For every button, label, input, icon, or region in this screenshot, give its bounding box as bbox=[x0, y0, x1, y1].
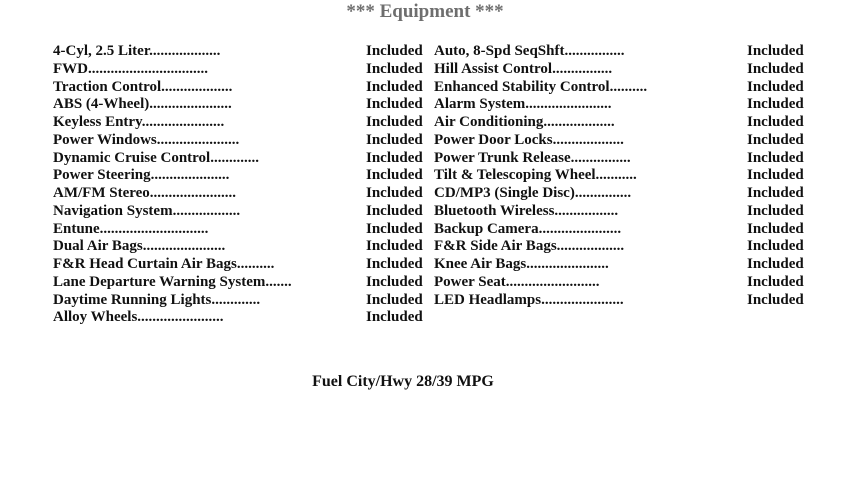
equipment-list-left bbox=[53, 43, 425, 327]
equipment-name: Knee Air Bags...................... bbox=[434, 256, 609, 272]
equipment-value: Included bbox=[747, 131, 804, 148]
equipment-name: Enhanced Stability Control.......... bbox=[434, 78, 648, 95]
equipment-value: Included bbox=[366, 238, 423, 255]
equipment-row bbox=[434, 61, 806, 79]
equipment-heading: *** Equipment *** bbox=[346, 1, 504, 22]
equipment-row bbox=[53, 132, 425, 150]
equipment-value: Included bbox=[366, 96, 423, 113]
equipment-value: Included bbox=[747, 238, 804, 255]
equipment-value: Included bbox=[366, 256, 423, 272]
equipment-row bbox=[434, 238, 806, 256]
equipment-name: Navigation System.................. bbox=[53, 202, 241, 219]
equipment-row bbox=[434, 221, 806, 239]
equipment-name: CD/MP3 (Single Disc)............... bbox=[434, 185, 632, 201]
equipment-value: Included bbox=[747, 185, 804, 201]
equipment-name: Power Trunk Release................ bbox=[434, 149, 631, 166]
equipment-row bbox=[434, 114, 806, 132]
equipment-list-right bbox=[434, 43, 806, 309]
equipment-name: Alarm System....................... bbox=[434, 96, 612, 113]
equipment-row bbox=[53, 61, 425, 79]
equipment-name: Lane Departure Warning System....... bbox=[53, 273, 292, 290]
equipment-value: Included bbox=[366, 43, 423, 59]
equipment-name: F&R Head Curtain Air Bags.......... bbox=[53, 256, 275, 272]
equipment-name: 4-Cyl, 2.5 Liter................... bbox=[53, 43, 221, 59]
equipment-name: FWD................................ bbox=[53, 60, 208, 77]
equipment-value: Included bbox=[366, 220, 423, 237]
equipment-value: Included bbox=[747, 220, 804, 237]
equipment-row bbox=[53, 114, 425, 132]
equipment-row bbox=[53, 274, 425, 292]
equipment-name: Power Seat......................... bbox=[434, 273, 600, 290]
equipment-row bbox=[434, 96, 806, 114]
equipment-row bbox=[53, 185, 425, 203]
equipment-value: Included bbox=[366, 78, 423, 95]
equipment-value: Included bbox=[747, 114, 804, 130]
equipment-name: Entune............................. bbox=[53, 220, 209, 237]
equipment-name: Daytime Running Lights............. bbox=[53, 291, 261, 308]
equipment-row bbox=[53, 150, 425, 168]
equipment-name: Bluetooth Wireless................. bbox=[434, 202, 619, 219]
equipment-value: Included bbox=[366, 202, 423, 219]
equipment-row bbox=[53, 79, 425, 97]
equipment-value: Included bbox=[366, 309, 423, 326]
equipment-value: Included bbox=[747, 167, 804, 184]
equipment-name: Tilt & Telescoping Wheel........... bbox=[434, 167, 637, 184]
equipment-name: F&R Side Air Bags.................. bbox=[434, 238, 625, 255]
equipment-value: Included bbox=[747, 256, 804, 272]
equipment-name: Auto, 8-Spd SeqShft................ bbox=[434, 43, 625, 59]
equipment-name: Hill Assist Control................ bbox=[434, 60, 613, 77]
equipment-value: Included bbox=[747, 96, 804, 113]
equipment-row bbox=[434, 79, 806, 97]
equipment-value: Included bbox=[747, 291, 804, 308]
equipment-value: Included bbox=[366, 131, 423, 148]
equipment-row bbox=[53, 256, 425, 274]
equipment-value: Included bbox=[747, 149, 804, 166]
equipment-name: Power Steering..................... bbox=[53, 167, 230, 184]
equipment-row bbox=[53, 309, 425, 327]
equipment-row bbox=[53, 167, 425, 185]
equipment-name: Power Windows...................... bbox=[53, 131, 240, 148]
equipment-row bbox=[53, 96, 425, 114]
equipment-row bbox=[53, 221, 425, 239]
equipment-value: Included bbox=[747, 273, 804, 290]
equipment-name: Alloy Wheels....................... bbox=[53, 309, 224, 326]
equipment-row bbox=[53, 292, 425, 310]
equipment-row bbox=[434, 203, 806, 221]
fuel-economy: Fuel City/Hwy 28/39 MPG bbox=[312, 373, 494, 390]
equipment-value: Included bbox=[366, 273, 423, 290]
equipment-value: Included bbox=[747, 43, 804, 59]
equipment-name: Power Door Locks................... bbox=[434, 131, 624, 148]
equipment-name: Backup Camera...................... bbox=[434, 220, 622, 237]
equipment-row bbox=[434, 150, 806, 168]
equipment-value: Included bbox=[366, 114, 423, 130]
equipment-row bbox=[53, 203, 425, 221]
equipment-value: Included bbox=[366, 167, 423, 184]
equipment-row bbox=[434, 43, 806, 61]
equipment-row bbox=[434, 167, 806, 185]
equipment-name: Dual Air Bags...................... bbox=[53, 238, 226, 255]
equipment-value: Included bbox=[747, 202, 804, 219]
equipment-row bbox=[434, 274, 806, 292]
equipment-name: AM/FM Stereo....................... bbox=[53, 185, 237, 201]
equipment-row bbox=[434, 256, 806, 274]
equipment-name: Keyless Entry...................... bbox=[53, 114, 225, 130]
equipment-row bbox=[434, 185, 806, 203]
equipment-row bbox=[53, 238, 425, 256]
equipment-value: Included bbox=[366, 60, 423, 77]
equipment-name: ABS (4-Wheel)...................... bbox=[53, 96, 232, 113]
equipment-name: Traction Control................... bbox=[53, 78, 233, 95]
equipment-name: Dynamic Cruise Control............. bbox=[53, 149, 259, 166]
equipment-row bbox=[53, 43, 425, 61]
equipment-value: Included bbox=[747, 78, 804, 95]
equipment-row bbox=[434, 292, 806, 310]
equipment-value: Included bbox=[747, 60, 804, 77]
equipment-value: Included bbox=[366, 185, 423, 201]
equipment-value: Included bbox=[366, 291, 423, 308]
equipment-name: LED Headlamps...................... bbox=[434, 291, 624, 308]
equipment-row bbox=[434, 132, 806, 150]
equipment-value: Included bbox=[366, 149, 423, 166]
equipment-name: Air Conditioning................... bbox=[434, 114, 615, 130]
